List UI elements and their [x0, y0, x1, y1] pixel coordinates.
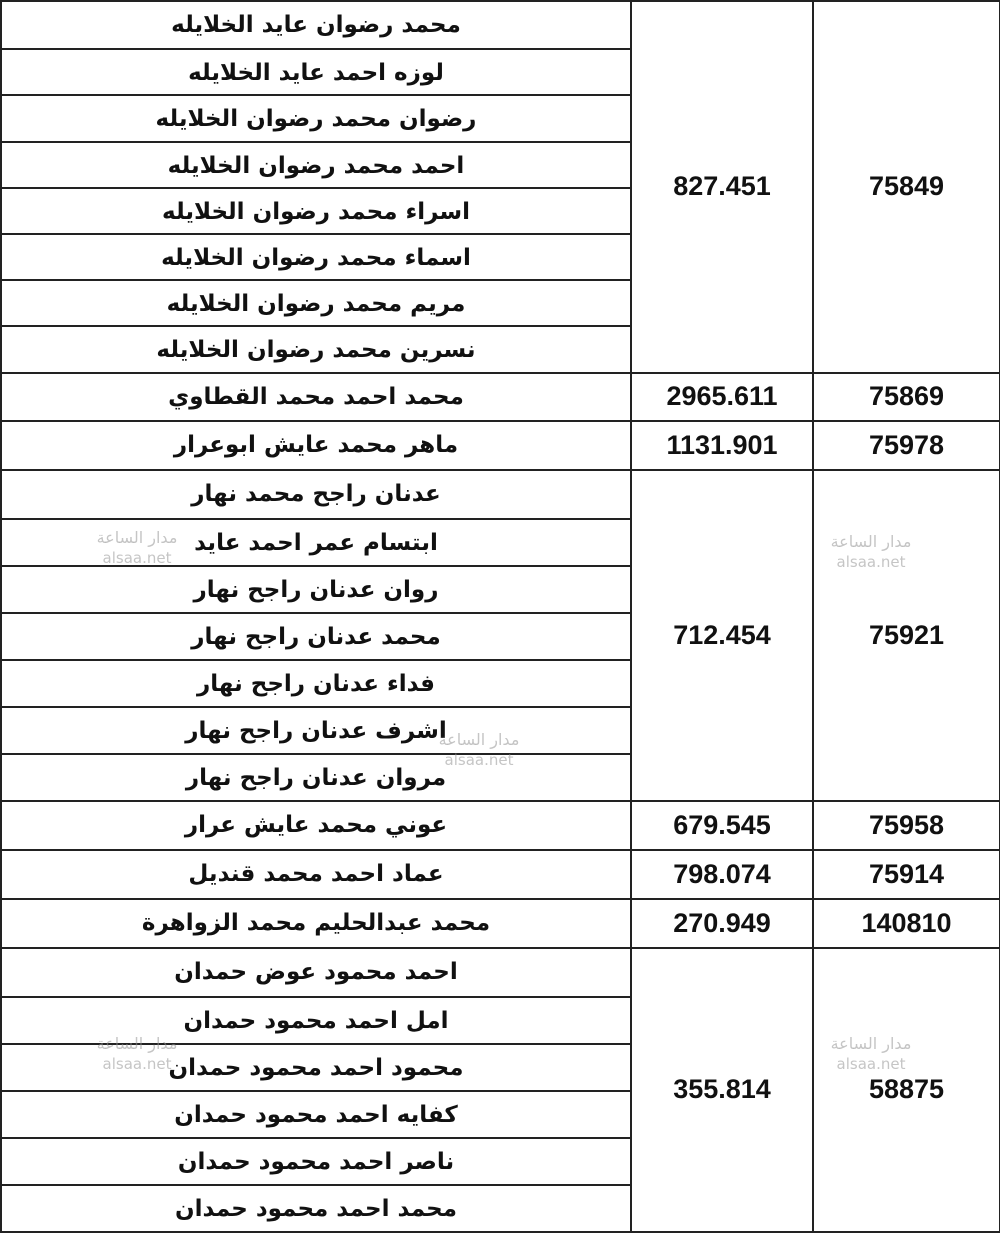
owner-name: فداء عدنان راجح نهار	[2, 659, 630, 706]
area-value: 270.949	[631, 899, 813, 948]
watermark-line2: alsaa.net	[836, 553, 906, 571]
owner-names-cell	[1, 850, 631, 899]
owner-name: روان عدنان راجح نهار	[2, 565, 630, 612]
parcel-number: 75849	[813, 1, 1000, 373]
table-row	[1, 850, 1000, 899]
watermark-line1: مدار الساعة	[96, 1034, 178, 1053]
area-value: 679.545	[631, 801, 813, 850]
watermark-line1: مدار الساعة	[438, 730, 520, 749]
area-value: 712.454	[631, 470, 813, 801]
owner-name: اسراء محمد رضوان الخلايله	[2, 187, 630, 233]
owner-names-cell	[1, 470, 631, 801]
area-value: 355.814	[631, 948, 813, 1233]
owner-name: لوزه احمد عايد الخلايله	[2, 48, 630, 94]
owner-name: امل احمد محمود حمدان	[2, 996, 630, 1043]
watermark-line2: alsaa.net	[444, 751, 514, 769]
owner-name: اسماء محمد رضوان الخلايله	[2, 233, 630, 279]
owner-name: ابتسام عمر احمد عايد	[2, 518, 630, 565]
owner-names-cell	[1, 899, 631, 948]
area-value: 798.074	[631, 850, 813, 899]
parcel-number: 58875	[813, 948, 1000, 1233]
table-body	[1, 1, 1000, 1232]
owner-name: احمد محمد رضوان الخلايله	[2, 141, 630, 187]
parcel-number: 75958	[813, 801, 1000, 850]
parcel-number: 75914	[813, 850, 1000, 899]
owner-name: مروان عدنان راجح نهار	[2, 753, 630, 800]
table-row	[1, 801, 1000, 850]
owner-name: اشرف عدنان راجح نهار	[2, 706, 630, 753]
owner-name: عماد احمد محمد قنديل	[188, 860, 444, 887]
area-value: 827.451	[631, 1, 813, 373]
owner-name: عدنان راجح محمد نهار	[191, 480, 441, 507]
watermark-line2: alsaa.net	[102, 549, 172, 567]
area-value: 1131.901	[631, 421, 813, 470]
owner-name: محمد عبدالحليم محمد الزواهرة	[141, 909, 491, 936]
owner-name: مريم محمد رضوان الخلايله	[2, 279, 630, 325]
owner-name: عوني محمد عايش عرار	[184, 811, 448, 838]
owner-name: رضوان محمد رضوان الخلايله	[2, 94, 630, 140]
owner-name: محمد عدنان راجح نهار	[2, 612, 630, 659]
owner-names-cell	[1, 948, 631, 1233]
watermark-line2: alsaa.net	[102, 1055, 172, 1073]
parcel-number: 75978	[813, 421, 1000, 470]
owner-name: ماهر محمد عايش ابوعرار	[173, 432, 459, 459]
owner-name: محمد احمد محمد القطاوي	[168, 383, 464, 410]
owner-names-cell	[1, 801, 631, 850]
area-value: 2965.611	[631, 373, 813, 422]
owner-names-cell	[1, 373, 631, 422]
owner-name: كفايه احمد محمود حمدان	[2, 1090, 630, 1137]
table-row	[1, 899, 1000, 948]
watermark-line2: alsaa.net	[836, 1055, 906, 1073]
table-row	[1, 948, 1000, 1233]
table-row	[1, 1, 1000, 373]
parcel-number: 75921	[813, 470, 1000, 801]
table-row	[1, 373, 1000, 422]
owner-name: احمد محمود عوض حمدان	[174, 958, 458, 985]
watermark-line1: مدار الساعة	[96, 528, 178, 547]
owner-name: محمد احمد محمود حمدان	[2, 1184, 630, 1231]
watermark-line1: مدار الساعة	[830, 1034, 912, 1053]
owner-names-cell	[1, 1, 631, 373]
owner-name: ناصر احمد محمود حمدان	[2, 1137, 630, 1184]
owner-name: محمد رضوان عايد الخلايله	[171, 12, 461, 38]
owner-name: محمود احمد محمود حمدان	[2, 1043, 630, 1090]
parcel-number: 75869	[813, 373, 1000, 422]
watermark-line1: مدار الساعة	[830, 532, 912, 551]
parcel-number: 140810	[813, 899, 1000, 948]
owner-names-cell	[1, 421, 631, 470]
table-row	[1, 470, 1000, 801]
table-row	[1, 421, 1000, 470]
owner-name: نسرين محمد رضوان الخلايله	[2, 325, 630, 371]
